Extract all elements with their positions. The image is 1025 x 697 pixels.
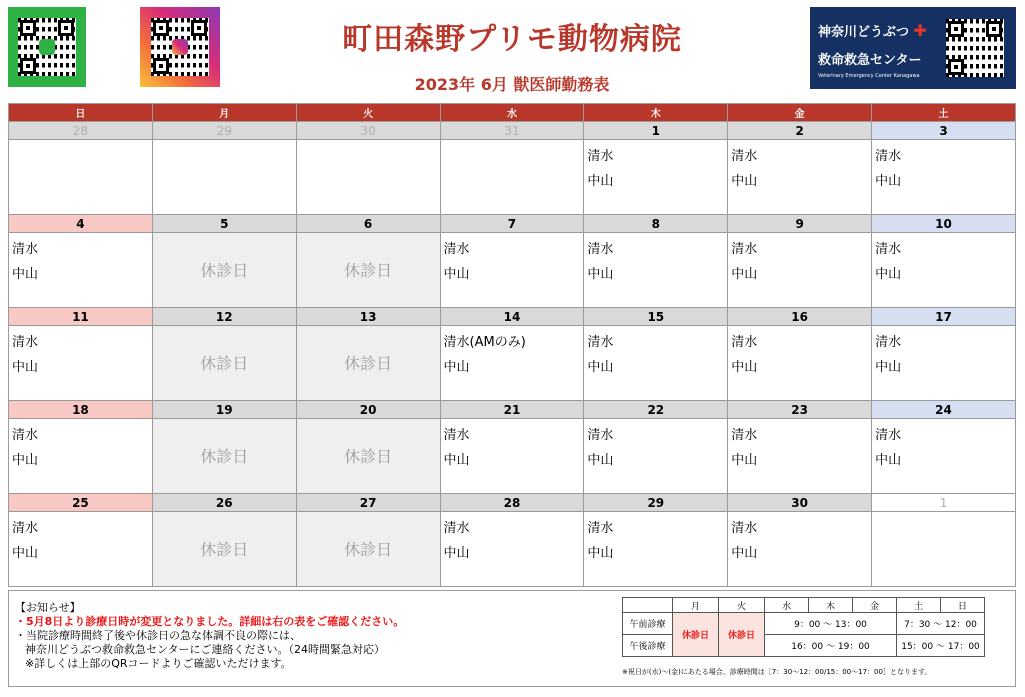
vet-name: 清水 (875, 335, 902, 350)
vet-name: 清水 (587, 428, 614, 443)
day-cell (584, 512, 728, 587)
day-cell (296, 419, 440, 494)
vet-name: 中山 (587, 360, 614, 375)
vet-name: 清水 (731, 242, 758, 257)
date-number: 14 (440, 308, 584, 326)
day-cell (728, 326, 872, 401)
date-number: 17 (872, 308, 1016, 326)
vet-name: 中山 (587, 453, 614, 468)
vet-name: 清水 (12, 242, 39, 257)
day-cell (728, 419, 872, 494)
notice-hours-change: ・5月8日より診療日時が変更となりました。詳細は右の表をご確認ください。 (15, 615, 405, 628)
hours-pm-label: 午後診療 (623, 635, 673, 657)
date-number: 22 (584, 401, 728, 419)
day-cell (728, 233, 872, 308)
weekday-header-row (9, 104, 1016, 122)
date-number: 15 (584, 308, 728, 326)
notice-qr-info: ※詳しくは上部のQRコードよりご確認いただけます。 (25, 657, 292, 670)
date-number: 28 (9, 122, 153, 140)
date-number: 30 (728, 494, 872, 512)
day-cell (440, 140, 584, 215)
day-cell (9, 233, 153, 308)
date-number: 9 (728, 215, 872, 233)
duty-row (9, 512, 1016, 587)
day-cell (9, 419, 153, 494)
line-qr-frame[interactable] (8, 7, 86, 87)
vet-name: 中山 (587, 267, 614, 282)
duty-row (9, 419, 1016, 494)
vet-name: 清水 (12, 428, 39, 443)
day-cell (872, 419, 1016, 494)
day-cell (152, 326, 296, 401)
hours-footnote: ※祝日が(水)〜(金)にあたる場合、診療時間は［7：30〜12：00/15：00〜17：00］となります。 (622, 668, 932, 676)
closed-label: 休診日 (344, 260, 393, 280)
vet-name: 中山 (443, 360, 470, 375)
vet-name: 中山 (587, 174, 614, 189)
vet-name: 清水 (731, 149, 758, 164)
emergency-qr-code[interactable] (946, 19, 1004, 77)
hours-weekend-pm: 15：00 〜 17：00 (897, 635, 985, 657)
vet-name: 清水 (875, 242, 902, 257)
day-cell (872, 326, 1016, 401)
date-row (9, 122, 1016, 140)
weekday-sat: 土 (872, 104, 1016, 122)
date-number: 29 (152, 122, 296, 140)
vet-name: 中山 (731, 267, 758, 282)
weekday-mon: 月 (152, 104, 296, 122)
notice-emergency: ・当院診療時間終了後や休診日の急な体調不良の際には、 (15, 629, 301, 642)
day-cell (152, 140, 296, 215)
day-cell (440, 233, 584, 308)
day-cell (584, 233, 728, 308)
hours-am-label: 午前診療 (623, 613, 673, 635)
vet-name: 清水 (587, 149, 614, 164)
instagram-qr-frame[interactable] (140, 7, 220, 87)
hours-day-mon: 月 (673, 598, 719, 613)
date-number: 21 (440, 401, 584, 419)
vet-name: 清水 (731, 521, 758, 536)
hours-day-sat: 土 (897, 598, 941, 613)
vet-name: 清水 (875, 428, 902, 443)
hours-day-fri: 金 (853, 598, 897, 613)
date-number: 13 (296, 308, 440, 326)
date-number: 11 (9, 308, 153, 326)
vet-name: 中山 (12, 546, 39, 561)
day-cell (440, 512, 584, 587)
duty-row (9, 233, 1016, 308)
emergency-name-line2: 救命救急センター (818, 53, 922, 68)
day-cell (9, 512, 153, 587)
day-cell (9, 140, 153, 215)
weekday-thu: 木 (584, 104, 728, 122)
weekday-fri: 金 (728, 104, 872, 122)
hours-weekday-pm: 16：00 〜 19：00 (765, 635, 897, 657)
notice-heading: 【お知らせ】 (15, 601, 81, 614)
day-cell (872, 512, 1016, 587)
vet-name: 中山 (731, 360, 758, 375)
weekday-tue: 火 (296, 104, 440, 122)
consultation-hours-table (622, 597, 985, 657)
duty-row (9, 326, 1016, 401)
vet-name: 中山 (731, 174, 758, 189)
date-number: 12 (152, 308, 296, 326)
instagram-qr-code[interactable] (151, 18, 209, 76)
hours-am-row (623, 613, 985, 635)
emergency-english-name: Veterinary Emergency Center Kanagawa (818, 73, 920, 79)
date-number: 1 (584, 122, 728, 140)
vet-name: 中山 (12, 360, 39, 375)
day-cell (872, 233, 1016, 308)
date-row (9, 401, 1016, 419)
day-cell (152, 512, 296, 587)
date-number: 27 (296, 494, 440, 512)
emergency-center-banner[interactable] (810, 7, 1016, 89)
hours-day-thu: 木 (809, 598, 853, 613)
vet-name: 清水 (587, 242, 614, 257)
vet-name: 中山 (443, 453, 470, 468)
day-cell (440, 326, 584, 401)
notice-text (15, 601, 404, 671)
date-number: 30 (296, 122, 440, 140)
day-cell (9, 326, 153, 401)
vet-name: 中山 (875, 360, 902, 375)
closed-label: 休診日 (344, 446, 393, 466)
vet-name: 清水 (731, 428, 758, 443)
vet-name: 清水 (443, 242, 470, 257)
day-cell (584, 140, 728, 215)
vet-name: 中山 (875, 453, 902, 468)
emergency-name-line1: 神奈川どうぶつ (818, 25, 910, 40)
duty-row (9, 140, 1016, 215)
date-number: 7 (440, 215, 584, 233)
weekday-wed: 水 (440, 104, 584, 122)
hospital-name: 町田森野プリモ動物病院 (342, 22, 682, 57)
date-number: 29 (584, 494, 728, 512)
day-cell (296, 512, 440, 587)
date-number: 26 (152, 494, 296, 512)
date-number: 19 (152, 401, 296, 419)
closed-label: 休診日 (200, 260, 249, 280)
hours-weekday-am: 9：00 〜 13：00 (765, 613, 897, 635)
schedule-title: 2023年 6月 獣医師勤務表 (414, 75, 610, 94)
notice-emergency-contact: 神奈川どうぶつ救命救急センターにご連絡ください。（24時間緊急対応） (25, 643, 386, 656)
vet-name: 清水 (12, 521, 39, 536)
date-number: 6 (296, 215, 440, 233)
weekday-sun: 日 (9, 104, 153, 122)
date-number: 3 (872, 122, 1016, 140)
day-cell (296, 233, 440, 308)
date-row (9, 215, 1016, 233)
day-cell (152, 233, 296, 308)
closed-label: 休診日 (200, 353, 249, 373)
date-number: 4 (9, 215, 153, 233)
date-number: 2 (728, 122, 872, 140)
date-number: 16 (728, 308, 872, 326)
closed-label: 休診日 (200, 539, 249, 559)
vet-name: 中山 (731, 546, 758, 561)
date-row (9, 494, 1016, 512)
vet-name: 清水 (875, 149, 902, 164)
line-icon (39, 39, 55, 55)
vet-name: 清水 (587, 335, 614, 350)
date-number: 1 (872, 494, 1016, 512)
day-cell (152, 419, 296, 494)
date-number: 28 (440, 494, 584, 512)
day-cell (296, 326, 440, 401)
vet-name: 清水 (12, 335, 39, 350)
vet-name: 清水 (731, 335, 758, 350)
day-cell (440, 419, 584, 494)
date-number: 8 (584, 215, 728, 233)
hours-day-row (623, 598, 985, 613)
closed-label: 休診日 (344, 353, 393, 373)
instagram-icon (172, 39, 188, 55)
date-number: 20 (296, 401, 440, 419)
day-cell (584, 419, 728, 494)
calendar-weeks (9, 122, 1016, 587)
vet-name: 中山 (875, 174, 902, 189)
closed-label: 休診日 (200, 446, 249, 466)
vet-name: 清水 (443, 521, 470, 536)
date-number: 10 (872, 215, 1016, 233)
date-number: 18 (9, 401, 153, 419)
date-number: 24 (872, 401, 1016, 419)
duty-calendar (8, 103, 1016, 587)
date-number: 25 (9, 494, 153, 512)
date-number: 23 (728, 401, 872, 419)
vet-name: 清水 (587, 521, 614, 536)
closed-label: 休診日 (344, 539, 393, 559)
vet-name: 中山 (587, 546, 614, 561)
day-cell (728, 512, 872, 587)
day-cell (584, 326, 728, 401)
hours-weekend-am: 7：30 〜 12：00 (897, 613, 985, 635)
day-cell (728, 140, 872, 215)
date-row (9, 308, 1016, 326)
hours-mon-closed: 休診日 (673, 613, 719, 657)
vet-name: 中山 (875, 267, 902, 282)
hours-day-wed: 水 (765, 598, 809, 613)
day-cell (296, 140, 440, 215)
day-cell (872, 140, 1016, 215)
hours-day-sun: 日 (941, 598, 985, 613)
vet-name: 中山 (12, 267, 39, 282)
hours-day-tue: 火 (719, 598, 765, 613)
date-number: 31 (440, 122, 584, 140)
vet-name: 中山 (12, 453, 39, 468)
date-number: 5 (152, 215, 296, 233)
vet-name: 清水 (443, 428, 470, 443)
cross-icon: ✚ (913, 21, 927, 40)
hours-tue-closed: 休診日 (719, 613, 765, 657)
vet-name: 中山 (731, 453, 758, 468)
line-qr-code[interactable] (18, 18, 76, 76)
vet-name: 中山 (443, 546, 470, 561)
vet-name: 中山 (443, 267, 470, 282)
vet-name: 清水(AMのみ) (443, 335, 526, 350)
